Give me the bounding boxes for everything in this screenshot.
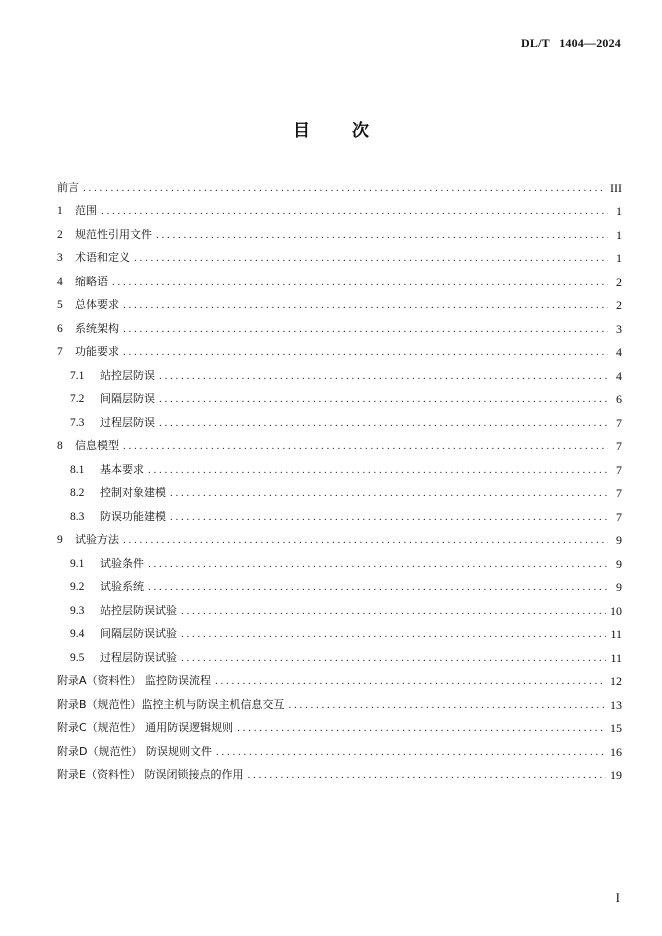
toc-entry-number: 8 <box>57 440 63 452</box>
toc-entry-label: 站控层防误 <box>100 368 155 382</box>
toc-entry-page: 11 <box>610 627 622 641</box>
toc-entry[interactable] <box>57 171 622 195</box>
toc-entry-page: 2 <box>616 274 622 289</box>
toc-entry-number: 6 <box>57 322 63 335</box>
toc-leader-dots <box>159 416 608 430</box>
toc-leader-dots <box>123 533 608 547</box>
toc-entry-page: 13 <box>610 697 622 712</box>
toc-leader-dots <box>148 557 608 571</box>
toc-entry-number: 9.4 <box>70 628 85 640</box>
toc-entry[interactable] <box>57 500 622 524</box>
toc-entry[interactable] <box>57 218 622 242</box>
toc-leader-dots <box>247 768 606 782</box>
toc-entry-page: 3 <box>616 321 622 336</box>
toc-entry[interactable] <box>57 524 622 548</box>
toc-leader-dots <box>170 486 608 500</box>
toc-leader-dots <box>159 369 608 383</box>
page-title: 目次 <box>293 121 411 141</box>
toc-entry[interactable] <box>57 477 622 501</box>
standard-code: DL/T 1404—2024 <box>521 36 621 50</box>
toc-entry-number: 9.1 <box>70 557 85 570</box>
toc-entry-page: 7 <box>616 486 622 500</box>
toc-entry-number: 9.3 <box>70 604 85 617</box>
toc-entry-label: 功能要求 <box>75 345 119 358</box>
toc-leader-dots <box>216 745 606 759</box>
toc-entry[interactable] <box>57 312 622 336</box>
toc-entry-page: 15 <box>610 721 622 735</box>
toc-entry-label: 缩略语 <box>75 274 108 288</box>
toc-entry[interactable] <box>57 336 622 360</box>
toc-entry-label: 附录A（资料性） 监控防误流程 <box>57 674 212 687</box>
toc-entry-label: 试验条件 <box>100 556 144 570</box>
toc-entry-label: 试验系统 <box>100 580 144 593</box>
toc-entry-label: 规范性引用文件 <box>75 227 152 241</box>
toc-leader-dots <box>134 251 608 265</box>
toc-entry[interactable] <box>57 641 622 665</box>
toc-leader-dots <box>148 580 608 594</box>
table-of-contents <box>57 171 622 782</box>
toc-entry-page: 9 <box>616 556 622 571</box>
toc-entry-number: 9 <box>57 534 63 546</box>
toc-entry-page: 2 <box>616 298 622 312</box>
toc-entry-number: 7.3 <box>70 416 85 429</box>
toc-entry-label: 基本要求 <box>100 462 144 476</box>
toc-entry-number: 3 <box>57 252 63 264</box>
toc-leader-dots <box>159 392 608 406</box>
toc-leader-dots <box>123 439 608 453</box>
toc-leader-dots <box>181 627 606 641</box>
toc-entry[interactable] <box>57 571 622 595</box>
toc-leader-dots <box>156 228 608 242</box>
page-number: I <box>615 890 620 905</box>
toc-entry-number: 4 <box>57 275 63 288</box>
toc-entry[interactable] <box>57 547 622 571</box>
toc-entry[interactable] <box>57 735 622 759</box>
toc-entry-label: 间隔层防误试验 <box>100 627 177 640</box>
toc-entry-label: 总体要求 <box>75 298 119 311</box>
toc-leader-dots <box>181 604 606 618</box>
toc-leader-dots <box>148 463 608 477</box>
toc-entry-page: 1 <box>616 251 622 265</box>
toc-entry-label: 站控层防误试验 <box>100 603 177 617</box>
toc-entry-number: 8.2 <box>70 487 85 499</box>
toc-entry-number: 7.1 <box>70 369 85 382</box>
toc-entry-number: 9.5 <box>70 651 85 664</box>
toc-entry-label: 控制对象建模 <box>100 486 166 499</box>
toc-entry-label: 附录B（规范性）监控主机与防误主机信息交互 <box>57 697 285 711</box>
toc-entry[interactable] <box>57 430 622 454</box>
toc-entry-page: 11 <box>610 650 622 665</box>
toc-entry-page: 1 <box>616 227 622 242</box>
toc-entry-number: 7.2 <box>70 393 85 405</box>
toc-entry[interactable] <box>57 594 622 618</box>
toc-leader-dots <box>181 651 606 665</box>
toc-entry-page: 9 <box>616 580 622 594</box>
toc-entry-label: 前言 <box>57 180 79 194</box>
toc-entry-label: 过程层防误 <box>100 415 155 429</box>
toc-entry-page: 10 <box>610 603 622 618</box>
toc-entry-label: 范围 <box>75 204 97 217</box>
toc-leader-dots <box>83 181 606 195</box>
toc-entry[interactable] <box>57 383 622 407</box>
toc-entry-label: 信息模型 <box>75 439 119 452</box>
toc-entry-page: 7 <box>616 415 622 430</box>
toc-entry-page: 19 <box>610 768 622 782</box>
toc-entry-label: 防误功能建模 <box>100 509 166 523</box>
toc-entry-page: 4 <box>616 368 622 383</box>
toc-entry-page: III <box>610 180 622 195</box>
toc-entry[interactable] <box>57 359 622 383</box>
toc-leader-dots <box>123 298 608 312</box>
toc-entry[interactable] <box>57 265 622 289</box>
toc-entry-page: 6 <box>616 392 622 406</box>
toc-entry-page: 4 <box>616 345 622 359</box>
toc-entry[interactable] <box>57 688 622 712</box>
toc-entry[interactable] <box>57 618 622 642</box>
toc-entry[interactable] <box>57 195 622 219</box>
toc-entry-label: 间隔层防误 <box>100 392 155 405</box>
toc-entry-number: 5 <box>57 299 63 311</box>
toc-leader-dots <box>101 204 608 218</box>
toc-entry-label: 过程层防误试验 <box>100 650 177 664</box>
toc-leader-dots <box>123 322 608 336</box>
toc-entry-page: 12 <box>610 674 622 688</box>
toc-entry-label: 系统架构 <box>75 321 119 335</box>
toc-entry[interactable] <box>57 242 622 266</box>
toc-entry-label: 附录E（资料性） 防误闭锁接点的作用 <box>57 768 244 781</box>
toc-leader-dots <box>170 510 608 524</box>
toc-entry[interactable] <box>57 759 622 783</box>
toc-entry[interactable] <box>57 712 622 736</box>
toc-entry-number: 9.2 <box>70 581 85 593</box>
toc-entry-page: 16 <box>610 744 622 759</box>
toc-leader-dots <box>237 721 606 735</box>
toc-entry-label: 附录D（规范性） 防误规则文件 <box>57 744 212 758</box>
toc-entry-number: 7 <box>57 346 63 358</box>
toc-leader-dots <box>112 275 608 289</box>
toc-entry-page: 1 <box>616 204 622 218</box>
toc-entry-page: 7 <box>616 439 622 453</box>
toc-entry-page: 7 <box>616 462 622 477</box>
toc-leader-dots <box>215 674 606 688</box>
toc-entry-label: 术语和定义 <box>75 251 130 264</box>
toc-entry-label: 附录C（规范性） 通用防误逻辑规则 <box>57 721 234 734</box>
toc-entry-page: 9 <box>616 533 622 547</box>
toc-entry-number: 2 <box>57 228 63 241</box>
toc-leader-dots <box>123 345 608 359</box>
toc-entry[interactable] <box>57 406 622 430</box>
toc-entry[interactable] <box>57 289 622 313</box>
toc-entry[interactable] <box>57 453 622 477</box>
toc-entry-label: 试验方法 <box>75 533 119 546</box>
toc-entry-number: 8.3 <box>70 510 85 523</box>
toc-leader-dots <box>289 698 606 712</box>
toc-entry-number: 1 <box>57 205 63 217</box>
toc-entry-page: 7 <box>616 509 622 524</box>
toc-entry[interactable] <box>57 665 622 689</box>
toc-entry-number: 8.1 <box>70 463 85 476</box>
